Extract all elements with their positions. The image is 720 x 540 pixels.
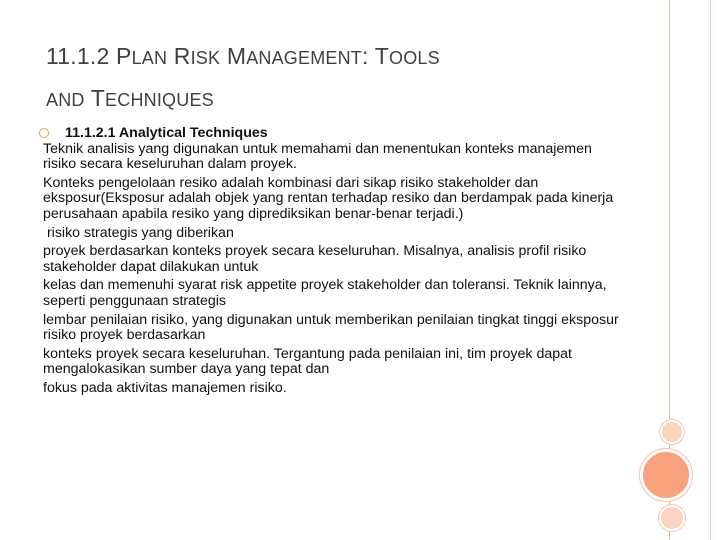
title-part: RISK — [167, 43, 221, 69]
paragraph: risiko strategis yang diberikan — [43, 224, 234, 241]
title-part: MANAGEMENT — [220, 43, 362, 69]
title-part: AND — [46, 90, 85, 110]
paragraph: fokus pada aktivitas manajemen risiko. — [43, 379, 287, 396]
title-line-1 — [46, 36, 626, 78]
title-part: : TOOLS — [362, 43, 440, 69]
decorative-circle-large — [640, 449, 692, 501]
paragraph: lembar penilaian risiko, yang digunakan untuk memberikan penilaian tingkat tinggi eksposur risiko proyek berdasarkan — [43, 311, 619, 344]
paragraph: Konteks pengelolaan resiko adalah kombinasi dari sikap risiko stakeholder dan eksposur(Eksposur adalah objek yang rentan terhadap resiko dan berdampak pada kinerja perusahaan apabila resiko yang diprediksikan benar-benar terjadi.) — [43, 174, 614, 222]
bullet-item — [43, 126, 623, 142]
circle-bullet-icon — [39, 128, 49, 138]
title-part: 11.1.2 PLAN — [46, 43, 168, 69]
title-part: TECHNIQUES — [84, 85, 214, 111]
slide-title — [46, 36, 626, 120]
decorative-vertical-line-outer — [710, 0, 711, 540]
paragraph: kelas dan memenuhi syarat risk appetite proyek stakeholder dan toleransi. Teknik lainnya, seperti penggunaan strategis — [43, 277, 607, 309]
paragraph: Teknik analisis yang digunakan untuk memahami dan menentukan konteks manajemen risiko secara keseluruhan dalam proyek. — [43, 140, 592, 173]
bullet-heading: 11.1.2.1 Analytical Techniques — [65, 125, 268, 141]
paragraph: konteks proyek secara keseluruhan. Tergantung pada penilaian ini, tim proyek dapat mengalokasikan sumber daya yang tepat dan — [43, 345, 572, 378]
title-line-2 — [46, 78, 626, 120]
decorative-circle-small-bottom — [659, 505, 685, 531]
slide-content — [43, 126, 623, 400]
decorative-circle-small-top — [660, 420, 684, 444]
paragraph: proyek berdasarkan konteks proyek secara keseluruhan. Misalnya, analisis profil risiko stakeholder dapat dilakukan untuk — [43, 243, 587, 275]
